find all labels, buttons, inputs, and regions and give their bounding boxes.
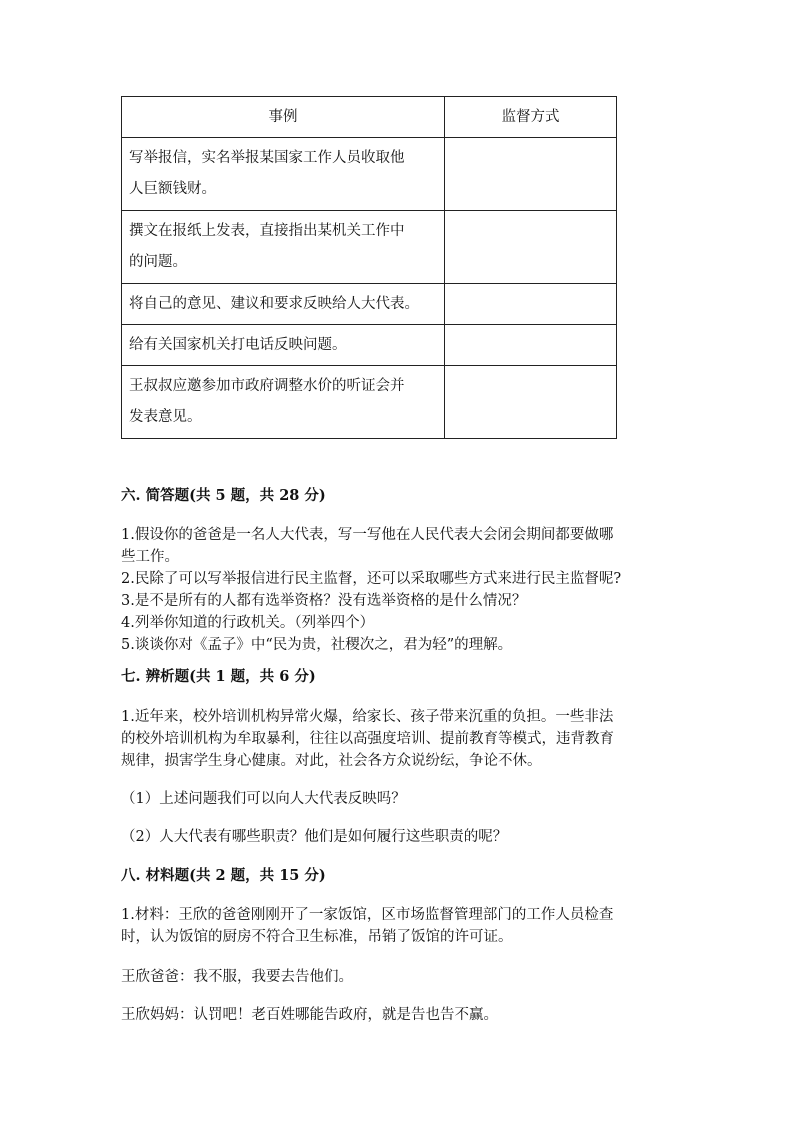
table-row [122, 325, 617, 366]
question-line: 2.民除了可以写举报信进行民主监督，还可以采取哪些方式来进行民主监督呢? [121, 571, 622, 587]
answer-cell[interactable] [445, 138, 617, 211]
case-cell [122, 366, 445, 439]
sub-question-2: （2）人大代表有哪些职责？他们是如何履行这些职责的呢？ [121, 829, 508, 845]
case-cell [122, 325, 445, 366]
table-row [122, 211, 617, 284]
answer-cell[interactable] [445, 211, 617, 284]
table-row [122, 138, 617, 211]
question-line: 1.假设你的爸爸是一名人大代表，写一写他在人民代表大会闭会期间都要做哪 [121, 527, 614, 543]
question-line: 5.谈谈你对《孟子》中“民为贵，社稷次之，君为轻”的理解。 [121, 637, 513, 653]
case-line: 王叔叔应邀参加市政府调整水价的听证会并 [129, 378, 405, 394]
table-row [122, 366, 617, 439]
case-line: 发表意见。 [129, 409, 202, 425]
case-line: 给有关国家机关打电话反映问题。 [129, 336, 347, 353]
case-line: 将自己的意见、建议和要求反映给人大代表。 [129, 295, 419, 312]
case-cell [122, 284, 445, 325]
table-row [122, 284, 617, 325]
question-line: 3.是不是所有的人都有选举资格？没有选举资格的是什么情况？ [121, 593, 527, 609]
answer-cell[interactable] [445, 366, 617, 439]
table-header-row [122, 97, 617, 138]
section-8-title: 八. 材料题(共 2 题，共 15 分) [121, 867, 326, 884]
case-cell [122, 138, 445, 211]
case-cell [122, 211, 445, 284]
question-line: 时，认为饭馆的厨房不符合卫生标准，吊销了饭馆的许可证。 [121, 929, 513, 945]
case-line: 写举报信，实名举报某国家工作人员收取他 [129, 150, 405, 166]
question-line: 4.列举你知道的行政机关。（列举四个） [121, 615, 375, 631]
question-line: 1.近年来，校外培训机构异常火爆，给家长、孩子带来沉重的负担。一些非法 [121, 709, 614, 725]
mom-quote: 王欣妈妈：认罚吧！老百姓哪能告政府，就是告也告不赢。 [121, 1007, 498, 1023]
header-method: 监督方式 [445, 97, 617, 138]
section-6-title: 六. 简答题(共 5 题，共 28 分) [121, 487, 326, 504]
question-line: 1.材料：王欣的爸爸刚刚开了一家饭馆，区市场监督管理部门的工作人员检查 [121, 907, 614, 923]
question-line: 规律，损害学生身心健康。对此，社会各方众说纷纭，争论不休。 [121, 753, 542, 769]
section-6-questions [121, 524, 681, 656]
answer-cell[interactable] [445, 325, 617, 366]
answer-cell[interactable] [445, 284, 617, 325]
sub-question-1: （1）上述问题我们可以向人大代表反映吗？ [121, 791, 406, 807]
case-line: 的问题。 [129, 254, 187, 270]
case-line: 撰文在报纸上发表，直接指出某机关工作中 [129, 223, 405, 239]
header-case: 事例 [122, 97, 445, 138]
section-8-material [121, 904, 681, 948]
dad-quote: 王欣爸爸：我不服，我要去告他们。 [121, 969, 353, 985]
section-7-question [121, 706, 681, 772]
case-line: 人巨额钱财。 [129, 181, 216, 197]
supervision-table [121, 96, 617, 439]
section-7-title: 七. 辨析题(共 1 题，共 6 分) [121, 668, 316, 685]
question-line: 些工作。 [121, 549, 179, 565]
question-line: 的校外培训机构为牟取暴利，往往以高强度培训、提前教育等模式，违背教育 [121, 731, 614, 747]
